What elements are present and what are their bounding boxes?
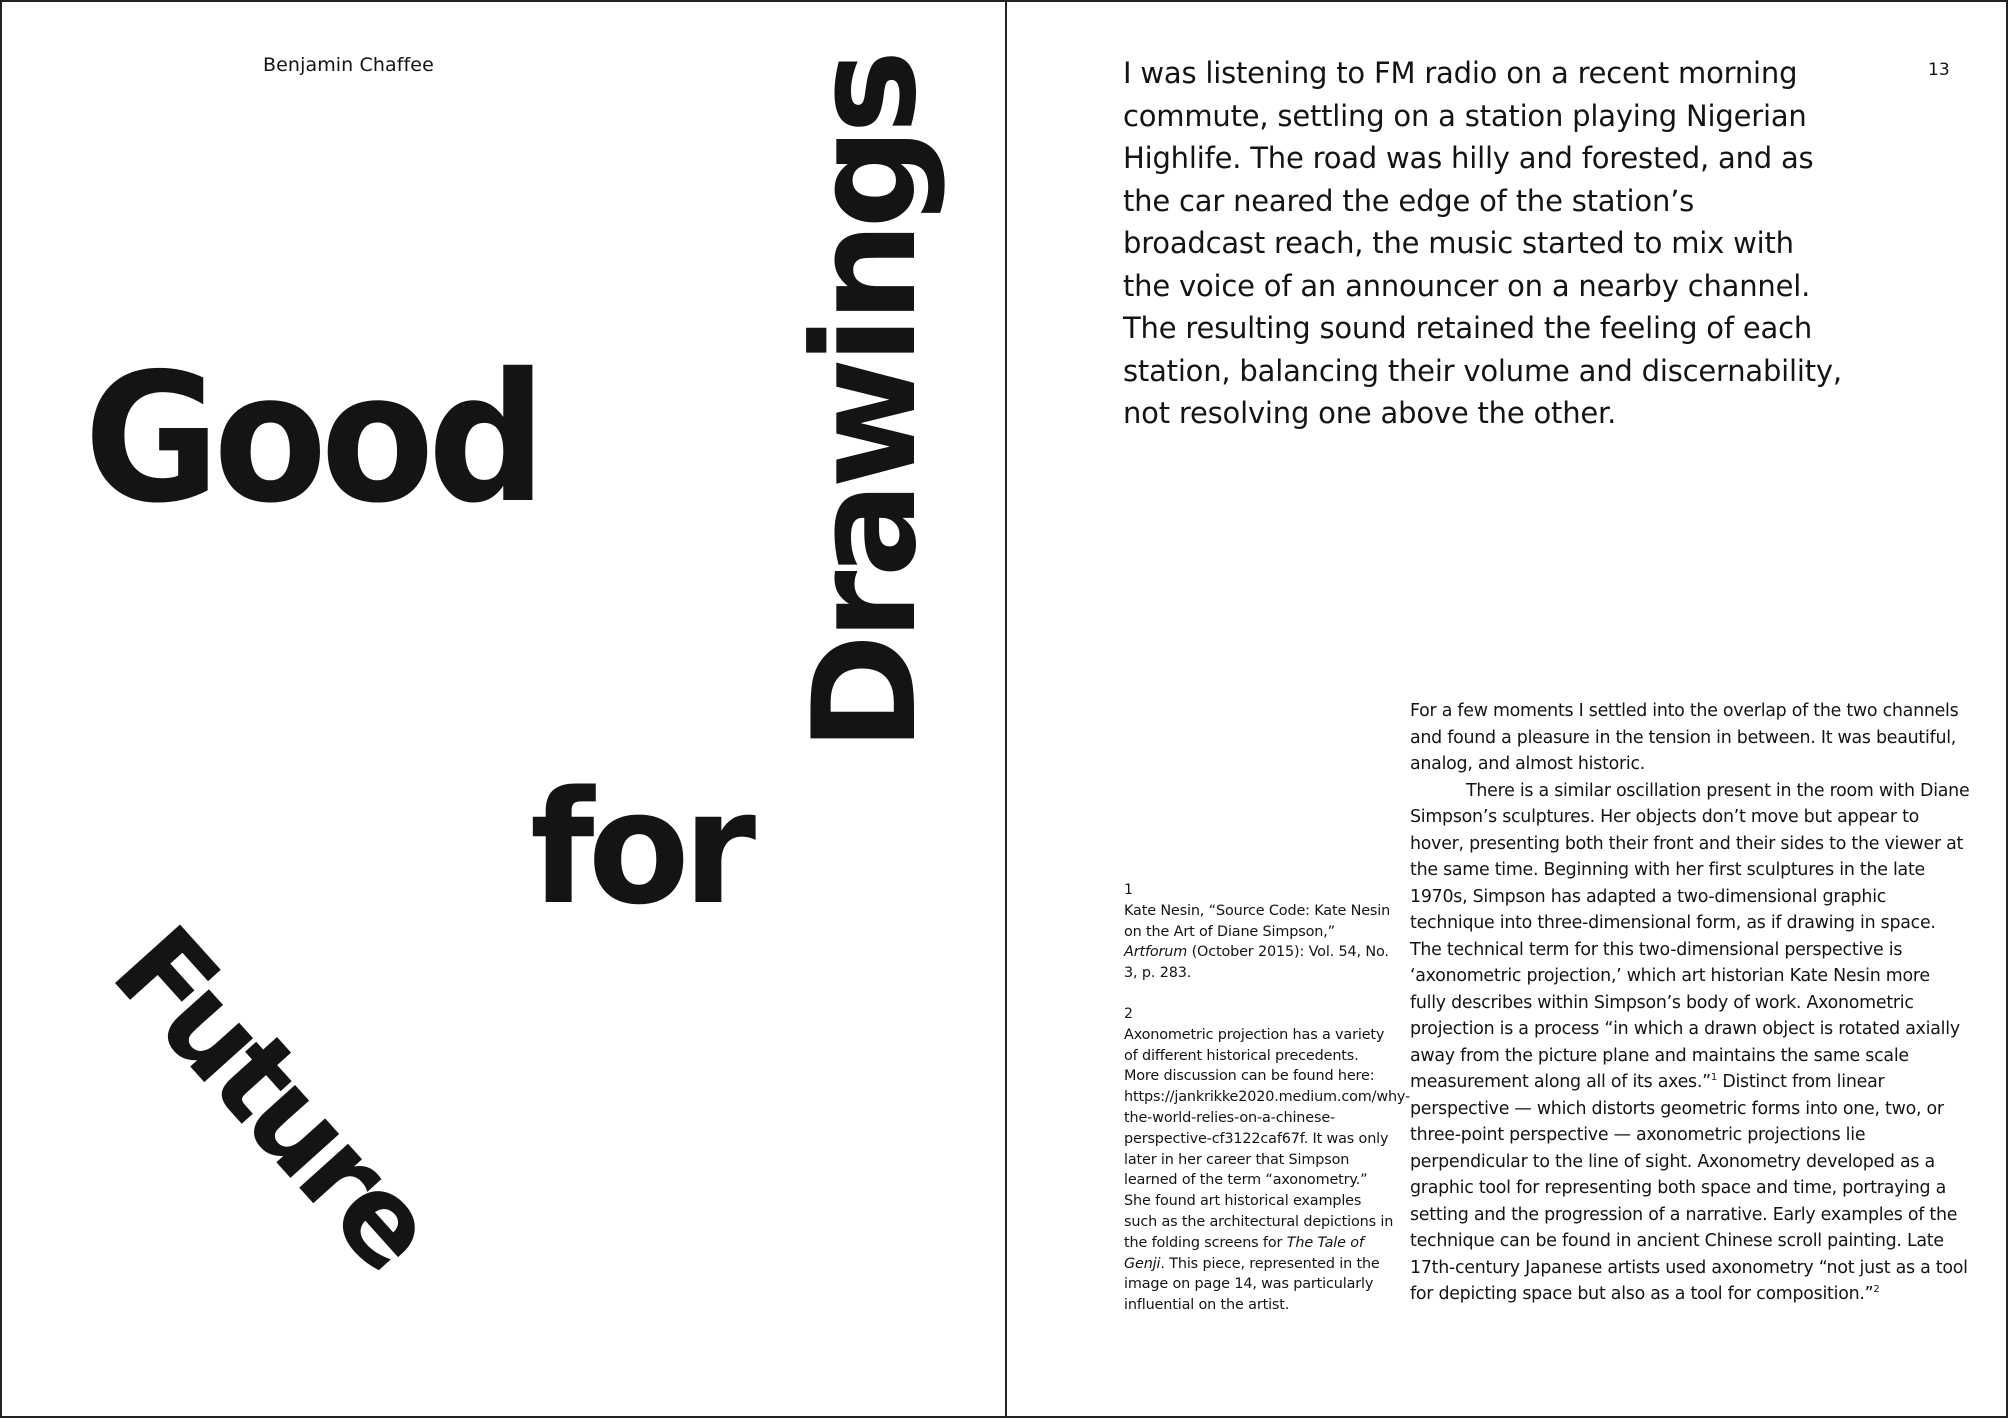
footnote-italic-title: Artforum — [1124, 944, 1188, 961]
footnote-text: Kate Nesin, “Source Code: Kate Nesin on the Art of Diane Simpson,” — [1124, 902, 1391, 940]
body-text-run: There is a similar oscillation present in the room with Diane Simpson’s sculptures. Her objects don’t move but appear to hover, presenting both their front and their sides to the viewer at the same time. Beginning with her first sculptures in the late 1970s, Simpson has adapted a two-dimensional graphic technique into three-dimensional form, as if drawing in space. The technical term for this two-dimensional perspective is ‘axonometric projection,’ which art historian Kate Nesin more fully describes within Simpson’s body of work. Axonometric projection is a process “in which a drawn object is rotated axially away from the picture plane and maintains the same scale measurement along all of its axes.” — [1410, 780, 1970, 1092]
footnote-text: (October 2015): Vol. 54, No. 3, p. 283. — [1124, 944, 1389, 982]
page-gutter-line — [1005, 2, 1007, 1418]
footnote-text: Axonometric projection has a variety of different historical precedents. More discussion can be found here: https://jankrikke2020.medium.com/why-the-world-relies-on-a-chinese-perspective-cf3122caf67f. It was only later in her career that Simpson learned of the term “axonometry.” She found art historical examples such as the architectural depictions in the folding screens for — [1124, 1026, 1411, 1251]
body-text-run: Distinct from linear perspective — which distorts geometric forms into one, two, or three-point perspective — axonometric projections lie perpendicular to the line of sight. Axonometry developed as a graphic tool for representing both space and time, portraying a setting and the progression of a narrative. Early examples of the technique can be found in ancient Chinese scroll painting. Late 17th-century Japanese artists used axonometry “not just as a tool for depicting space but also as a tool for composition.” — [1410, 1072, 1968, 1304]
footnote-reference: 1 — [1710, 1072, 1718, 1083]
footnotes-column — [1124, 880, 1411, 1336]
footnote — [1124, 1004, 1411, 1316]
title-word-drawings: Drawings — [783, 56, 948, 752]
title-word-good: Good — [84, 335, 540, 542]
body-text-column — [1410, 698, 1970, 1308]
intro-paragraph: I was listening to FM radio on a recent morning commute, settling on a station playing Nigerian Highlife. The road was hilly and forested, and as the car neared the edge of the station’s broadcast reach, the music started to mix with the voice of an announcer on a nearby channel. The resulting sound retained the feeling of each station, balancing their volume and discernability, not resolving one above the other. — [1123, 56, 1842, 430]
footnote-number: 2 — [1124, 1005, 1133, 1022]
footnote — [1124, 880, 1394, 984]
footnote-italic-title: The Tale of Genji — [1124, 1234, 1364, 1272]
title-word-for: for — [530, 757, 750, 939]
body-paragraph — [1410, 778, 1970, 1308]
body-paragraph: For a few moments I settled into the overlap of the two channels and found a pleasure in the tension in between. It was beautiful, analog, and almost historic. — [1410, 701, 1959, 774]
title-word-future: Future — [86, 901, 459, 1294]
footnote-number: 1 — [1124, 882, 1133, 898]
running-head-author: Benjamin Chaffee — [263, 54, 434, 76]
footnote-text: . This piece, represented in the image on page 14, was particularly influential on the artist. — [1124, 1255, 1380, 1314]
footnote-reference: 2 — [1873, 1284, 1880, 1295]
page-number: 13 — [1928, 60, 1950, 80]
